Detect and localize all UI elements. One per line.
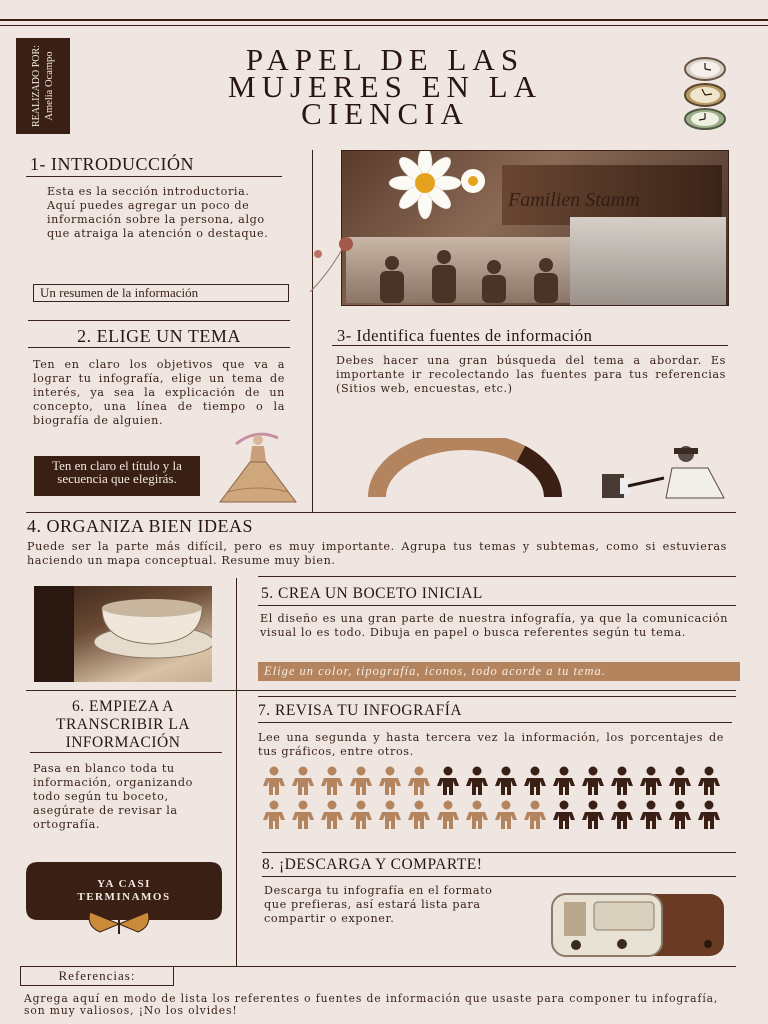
section7-heading: 7. REVISA TU INFOGRAFÍA <box>258 702 463 719</box>
section8-body: Descarga tu infografía en el formato que prefieras, así estará lista para compartir o exponer. <box>264 884 493 925</box>
person-icon <box>524 801 546 830</box>
vintage-photo-collage: Familien Stamm <box>341 150 729 306</box>
divider-upper <box>312 150 313 512</box>
person-icon <box>321 767 343 796</box>
person-icon <box>553 767 575 796</box>
badge-text: YA CASI TERMINAMOS <box>77 878 171 903</box>
person-icon <box>408 801 430 830</box>
section3-heading-rule <box>332 345 728 346</box>
clock-icon <box>683 56 727 82</box>
woman-with-microscope-illustration <box>598 442 728 500</box>
person-icon <box>495 767 517 796</box>
person-icon <box>640 801 662 830</box>
person-icon <box>698 801 720 830</box>
section8-heading-rule <box>262 876 736 877</box>
section6-heading-rule <box>30 752 222 753</box>
people-pictogram <box>262 766 728 830</box>
section1-body: Esta es la sección introductoria. Aquí puedes agregar un poco de información sobre la persona, algo que atraiga la atención o destaque. <box>47 185 269 240</box>
person-icon <box>553 801 575 830</box>
author-name: Amelia Ocampo <box>44 51 55 121</box>
butterfly-icon <box>86 910 152 938</box>
section1-summary-box: Un resumen de la información <box>33 284 289 302</box>
section2-top-rule <box>28 320 290 321</box>
person-icon <box>582 767 604 796</box>
person-icon <box>292 767 314 796</box>
person-icon <box>263 801 285 830</box>
person-icon <box>611 767 633 796</box>
person-icon <box>698 767 720 796</box>
person-icon <box>669 767 691 796</box>
section8-top-rule <box>262 852 736 853</box>
person-icon <box>350 767 372 796</box>
author-tag-label: REALIZADO POR: <box>31 45 42 127</box>
section3-heading: 3- Identifica fuentes de información <box>337 326 593 345</box>
top-rule <box>0 19 768 21</box>
section7-body: Lee una segunda y hasta tercera vez la información, los porcentajes de tus gráficos, entre otros. <box>258 731 724 758</box>
section1-heading-rule <box>26 176 282 177</box>
person-icon <box>321 801 343 830</box>
person-icon <box>466 801 488 830</box>
person-icon <box>582 801 604 830</box>
section8-heading: 8. ¡DESCARGA Y COMPARTE! <box>262 856 483 873</box>
section2-heading-rule <box>28 347 290 348</box>
section3-body: Debes hacer una gran búsqueda del tema a abordar. Es importante ir recolectando las fuentes para tus referencias (Sitios web, encuestas, etc.) <box>336 354 726 395</box>
progress-gauge <box>356 438 574 500</box>
rose-icon <box>300 232 370 302</box>
section2-body: Ten en claro los objetivos que va a lograr tu infografía, elige un tema de interés, ya sea la explicación de un concepto, una línea de tiempo o la biografía de alguien. <box>33 358 285 427</box>
flower-icon <box>370 151 490 223</box>
teacup-photo <box>34 586 212 682</box>
top-rule-thin <box>0 25 768 26</box>
person-icon <box>263 767 285 796</box>
section2-box: Ten en claro el título y la secuencia que elegirás. <box>34 456 200 496</box>
vintage-radio-illustration <box>548 890 728 962</box>
section1-heading: 1- INTRODUCCIÓN <box>30 154 194 174</box>
section4-body: Puede ser la parte más difícil, pero es muy importante. Agrupa tus temas y subtemas, como si estuvieras haciendo un mapa conceptual. Resume muy bien. <box>27 540 727 567</box>
section2-heading: 2. ELIGE UN TEMA <box>77 326 241 346</box>
section4-top-rule <box>26 512 736 513</box>
person-icon <box>611 801 633 830</box>
section6-heading: 6. EMPIEZA A TRANSCRIBIR LA INFORMACIÓN <box>55 698 191 751</box>
clock-icon <box>683 82 727 108</box>
person-icon <box>379 801 401 830</box>
section5-banner-text: Elige un color, tipografía, iconos, todo acorde a tu tema. <box>264 664 606 678</box>
section5-heading-rule <box>258 605 736 606</box>
person-icon <box>437 801 459 830</box>
section4-heading: 4. ORGANIZA BIEN IDEAS <box>27 516 253 536</box>
person-icon <box>669 801 691 830</box>
section7-top-rule <box>258 696 736 697</box>
person-icon <box>408 767 430 796</box>
author-tag <box>16 38 70 134</box>
page-title: PAPEL DE LAS MUJERES EN LA CIENCIA <box>228 42 542 131</box>
person-icon <box>437 767 459 796</box>
clock-icon <box>683 107 727 131</box>
section6-body: Pasa en blanco toda tu información, organizando todo según tu boceto, asegúrate de revisar la ortografía. <box>33 762 193 831</box>
person-icon <box>640 767 662 796</box>
section6-top-rule <box>26 690 736 691</box>
person-icon <box>350 801 372 830</box>
person-icon <box>379 767 401 796</box>
person-icon <box>292 801 314 830</box>
person-icon <box>466 767 488 796</box>
section5-body: El diseño es una gran parte de nuestra infografía, ya que la comunicación visual lo es todo. Dibuja en papel o busca referentes según tu tema. <box>260 612 728 639</box>
teacup-icon <box>72 590 212 670</box>
section5-heading: 5. CREA UN BOCETO INICIAL <box>261 585 483 602</box>
references-body: Agrega aquí en modo de lista los referentes o fuentes de información que usaste para componer tu infografía, son muy valiosos, ¡No los olvides! <box>24 992 719 1017</box>
victorian-lady-illustration <box>216 426 300 504</box>
vintage-women-photo <box>362 245 582 303</box>
section5-top-rule <box>258 576 736 577</box>
section7-heading-rule <box>258 722 732 723</box>
person-icon <box>524 767 546 796</box>
references-label: Referencias: <box>20 966 174 986</box>
divider-lower <box>236 578 237 966</box>
person-icon <box>495 801 517 830</box>
